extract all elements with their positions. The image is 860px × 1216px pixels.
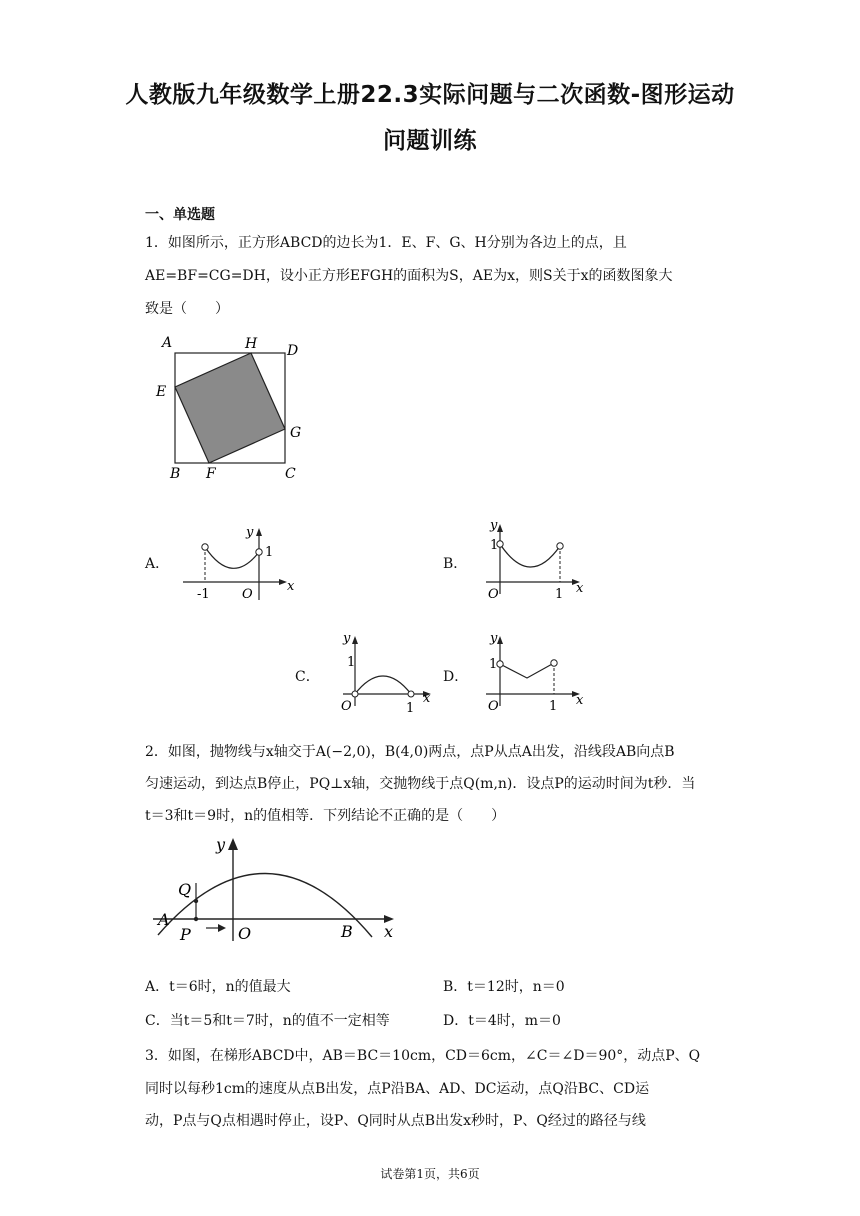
label-D: D: [287, 343, 299, 359]
svg-text:O: O: [238, 924, 252, 943]
svg-text:1: 1: [347, 655, 356, 670]
svg-text:B: B: [341, 922, 353, 941]
svg-text:1: 1: [555, 587, 564, 602]
section-heading: 一、单选题: [145, 207, 215, 223]
q2-line2: 匀速运动，到达点B停止，PQ⊥x轴，交抛物线于点Q(m,n)．设点P的运动时间为t秒．当: [145, 776, 696, 792]
q2-option-A[interactable]: A．t＝6时，n的值最大: [145, 979, 291, 995]
svg-text:1: 1: [490, 538, 499, 553]
page-footer: 试卷第1页，共6页: [380, 1167, 480, 1181]
svg-text:Q: Q: [178, 880, 192, 899]
q2-line3: t＝3和t＝9时，n的值相等．下列结论不正确的是（ ）: [145, 808, 506, 824]
q3-line3: 动，P点与Q点相遇时停止，设P、Q同时从点B出发x秒时，P、Q经过的路径与线: [145, 1113, 646, 1129]
page-title-line1: 人教版九年级数学上册22.3实际问题与二次函数-图形运动: [125, 82, 735, 108]
label-F: F: [206, 466, 216, 482]
svg-text:O: O: [242, 587, 253, 602]
label-A: A: [162, 335, 173, 351]
svg-text:1: 1: [406, 701, 415, 716]
q1-graph-C: [335, 628, 445, 716]
q3-line2: 同时以每秒1cm的速度从点B出发，点P沿BA、AD、DC运动，点Q沿BC、CD运: [145, 1081, 650, 1097]
svg-text:-1: -1: [197, 587, 210, 602]
page-title-line2: 问题训练: [383, 128, 477, 154]
svg-text:y: y: [490, 631, 498, 646]
svg-text:1: 1: [549, 699, 558, 714]
q2-parabola-figure: [148, 833, 408, 945]
q2-option-C[interactable]: C．当t＝5和t＝7时，n的值不一定相等: [145, 1013, 390, 1029]
q1-graph-D: [478, 626, 588, 714]
q1-square-figure: [150, 330, 320, 485]
svg-text:y: y: [490, 518, 498, 533]
svg-text:A: A: [158, 910, 170, 929]
svg-text:x: x: [576, 581, 584, 596]
q1-graph-B: [478, 514, 588, 602]
q3-line1: 3．如图，在梯形ABCD中，AB＝BC＝10cm，CD＝6cm，∠C＝∠D＝90°，动点P、Q: [145, 1048, 701, 1064]
svg-text:y: y: [216, 835, 226, 854]
label-B: B: [170, 466, 181, 482]
svg-text:P: P: [180, 925, 191, 944]
q2-line1: 2．如图，抛物线与x轴交于A(−2,0)，B(4,0)两点，点P从点A出发，沿线段AB向点B: [145, 744, 675, 760]
svg-text:x: x: [384, 922, 394, 941]
q1-option-A[interactable]: A．: [145, 556, 170, 572]
svg-text:1: 1: [489, 657, 498, 672]
svg-text:O: O: [341, 699, 352, 714]
q2-option-B[interactable]: B．t＝12时，n＝0: [443, 979, 565, 995]
label-H: H: [245, 336, 258, 352]
svg-text:O: O: [488, 699, 499, 714]
q2-option-D[interactable]: D．t＝4时，m＝0: [443, 1013, 561, 1029]
svg-text:y: y: [246, 525, 254, 540]
svg-text:1: 1: [265, 545, 274, 560]
q1-line1: 1．如图所示，正方形ABCD的边长为1．E、F、G、H分别为各边上的点，且: [145, 235, 627, 251]
svg-text:O: O: [488, 587, 499, 602]
q1-line3: 致是（ ）: [145, 301, 229, 317]
q1-graph-A: [175, 522, 305, 604]
label-C: C: [285, 466, 296, 482]
q1-line2: AE=BF=CG=DH，设小正方形EFGH的面积为S，AE为x，则S关于x的函数图象大: [145, 268, 673, 284]
svg-text:x: x: [287, 579, 295, 594]
label-G: G: [290, 425, 302, 441]
svg-text:y: y: [343, 631, 351, 646]
svg-text:x: x: [423, 691, 431, 706]
q1-option-C[interactable]: C．: [295, 669, 320, 685]
label-E: E: [156, 384, 167, 400]
svg-text:x: x: [576, 693, 584, 708]
q1-option-D[interactable]: D．: [443, 669, 469, 685]
q1-option-B[interactable]: B．: [443, 556, 468, 572]
